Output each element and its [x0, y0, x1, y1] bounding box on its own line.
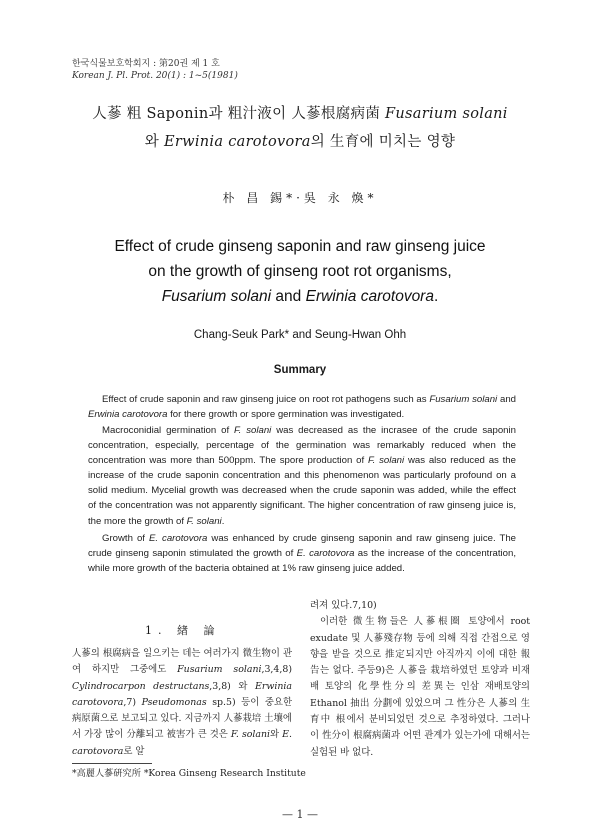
summary-text: was decreased as the incrasee of the crude saponin concentration, especially, percentage of the germination was remarkably reduced when the concentration was more than 500ppm. The spore production of	[88, 425, 516, 467]
title-ko-text: 人蔘 粗 Saponin과 粗汁液이 人蔘根腐病菌	[92, 106, 386, 122]
title-en-text: and	[271, 288, 306, 305]
intro-right-paragraph: 이러한 微生物들은 人蔘根圈 토양에서 root exudate 및 人蔘殘存物 등에 의해 직접 간접으로 영향을 받을 것으로 推定되지만 아직까지 이에 대한 報告는 없다. 주등9)은 人蔘을 栽培하였던 토양과 비재배 토양의 化學性分의 差異는 인삼 재배토양의 Ethanol 抽出 分劃에 있었으며 그 性分은 人蔘의 生育中 根에서 분비되었던 것으로 추정하였다. 그러나 이 性分이 根腐病菌과 어떤 관계가 있는가에 대해서는 실험된 바 없다.	[310, 616, 530, 758]
intro-species: Cylindrocarpon destructans	[72, 680, 210, 692]
journal-line-korean: 한국식물보호학회지 : 第20권 제 1 호	[72, 59, 220, 69]
intro-text: sp.5) 등이 중요한 病原菌으로 보고되고 있다. 지금까지 人蔘栽培 土壤에서 가장 많이 分離되고 被害가 큰 것은	[72, 696, 292, 741]
title-en-species: Erwinia carotovora	[305, 288, 434, 305]
summary-species: F. solani	[186, 515, 222, 527]
title-english-line-3	[0, 286, 600, 308]
intro-species: Fusarium solani	[177, 664, 262, 676]
summary-heading: Summary	[273, 364, 327, 376]
intro-left-column	[72, 646, 292, 760]
summary-species: Fusarium solani	[429, 394, 498, 405]
authors-korean: 朴 昌 錫*·吳 永 煥*	[222, 191, 378, 205]
summary-text: Growth of	[102, 533, 149, 544]
summary-text: Macroconidial germination of	[102, 425, 235, 436]
intro-heading: 1. 緖 論	[145, 624, 221, 637]
intro-species: Pseudomonas	[141, 696, 207, 708]
footnote-divider	[72, 763, 152, 764]
title-ko-species: Erwinia carotovora	[164, 134, 311, 150]
summary-species: E. carotovora	[148, 533, 208, 544]
intro-right-continued: 려져 있다.7,10)	[310, 600, 377, 611]
summary-text: and	[497, 394, 516, 405]
summary-text: Effect of crude saponin and raw ginseng juice on root rot pathogens such as	[102, 394, 430, 405]
summary-text: .	[221, 515, 225, 527]
summary-paragraph-2	[88, 423, 516, 529]
summary-text: was also reduced as the increase of the crude saponin concentration and this phenomenon was particularly profound on a solid medium. Mycelial growth was decreased when the crude saponin was added, while the effect of the concentration was not apparently significant. The higher concentration of raw ginseng juice is, the more the growth of	[88, 455, 516, 527]
summary-species: E. carotovora	[296, 548, 355, 560]
summary-paragraph-3	[88, 531, 516, 576]
intro-text: ,7)	[123, 696, 142, 708]
intro-text: 와	[270, 729, 283, 741]
title-en-text: .	[433, 288, 439, 305]
summary-species: F. solani	[367, 455, 405, 467]
intro-text: 로 알	[123, 745, 145, 757]
authors-english: Chang-Seuk Park* and Seung-Hwan Ohh	[193, 329, 407, 341]
page-number: — 1 —	[282, 808, 318, 821]
title-ko-species: Fusarium solani	[385, 106, 508, 122]
title-korean-line-2	[0, 132, 600, 152]
title-ko-text: 와	[144, 134, 165, 150]
journal-citation	[72, 58, 238, 82]
summary-text: as the increase of the concentration, while more growth of the bacteria obtained at 1% raw ginseng juice added.	[88, 548, 516, 575]
intro-text: 人蔘의 根腐病을 일으키는 데는 여러가지 微生物이 관여 하지만 그중에도	[72, 648, 292, 676]
summary-text: was enhanced by crude ginseng saponin and raw ginseng juice. The crude ginseng saponin stimulated the growth of	[88, 533, 516, 560]
title-korean-line-1	[0, 104, 600, 124]
title-en-species: Fusarium solani	[161, 288, 272, 305]
summary-text: for there growth or spore germination was investigated.	[167, 409, 405, 421]
summary-species: F. solani	[234, 425, 272, 436]
intro-species: F. solani	[230, 729, 271, 741]
footnote: *高麗人蔘硏究所 *Korea Ginseng Research Institute	[72, 768, 306, 779]
summary-paragraph-1	[88, 392, 516, 422]
intro-species: Erwinia carotovora	[72, 680, 292, 708]
intro-species: E. carotovora	[72, 729, 292, 757]
intro-right-column	[310, 598, 530, 761]
summary-species: Erwinia carotovora	[88, 409, 168, 421]
journal-line-english: Korean J. Pl. Prot. 20(1) : 1~5(1981)	[72, 71, 238, 81]
title-english-line-2: on the growth of ginseng root rot organisms,	[148, 263, 452, 280]
title-ko-text: 의 生育에 미치는 영향	[310, 134, 456, 150]
intro-text: ,3,8) 와	[209, 680, 255, 692]
intro-text: ,3,4,8)	[261, 664, 292, 676]
title-english-line-1: Effect of crude ginseng saponin and raw ginseng juice	[114, 238, 486, 255]
